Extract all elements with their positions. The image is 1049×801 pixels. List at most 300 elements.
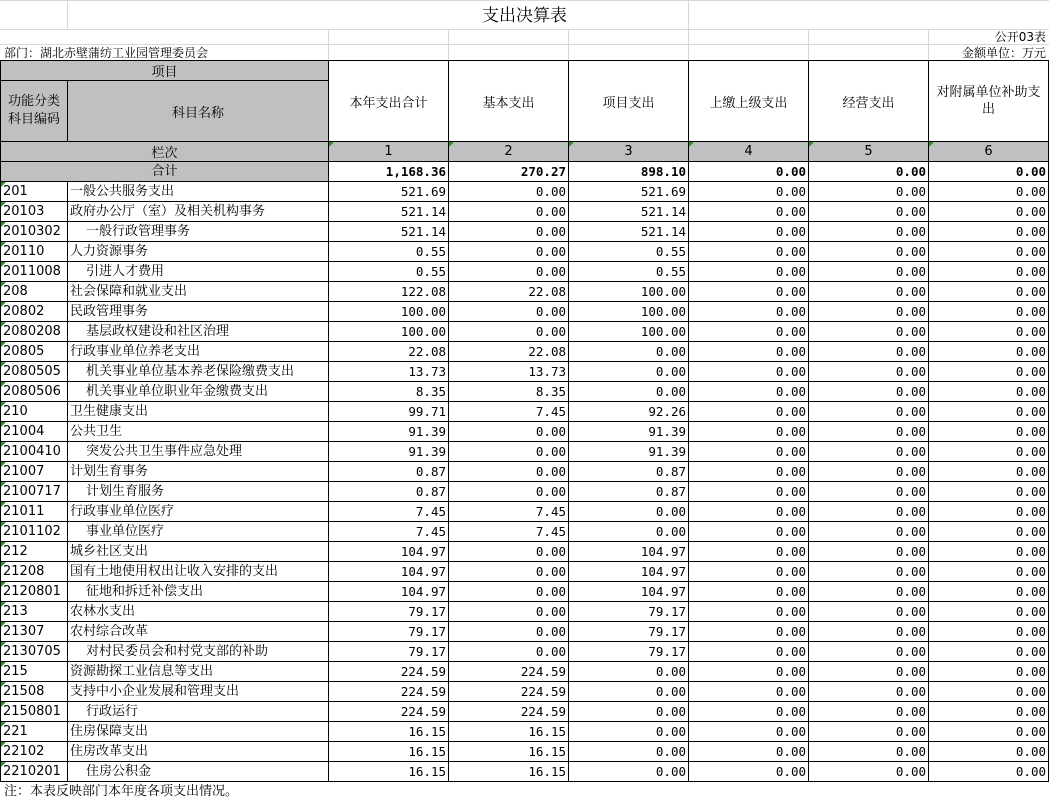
subject-name: 基层政权建设和社区治理 bbox=[68, 322, 329, 342]
amount-cell: 0.00 bbox=[569, 662, 689, 682]
amount-cell: 0.00 bbox=[929, 742, 1049, 762]
amount-cell: 0.00 bbox=[689, 542, 809, 562]
amount-cell: 0.00 bbox=[809, 722, 929, 742]
amount-cell: 8.35 bbox=[329, 382, 449, 402]
amount-cell: 0.00 bbox=[569, 742, 689, 762]
amount-cell: 0.00 bbox=[929, 462, 1049, 482]
amount-cell: 0.00 bbox=[929, 202, 1049, 222]
amount-cell: 79.17 bbox=[329, 642, 449, 662]
total-label: 合计 bbox=[1, 162, 329, 182]
total-value: 0.00 bbox=[929, 162, 1049, 182]
amount-cell: 0.00 bbox=[689, 262, 809, 282]
subject-name: 住房公积金 bbox=[68, 762, 329, 782]
table-row bbox=[1, 642, 1049, 662]
amount-cell: 0.00 bbox=[929, 362, 1049, 382]
amount-cell: 0.00 bbox=[809, 562, 929, 582]
amount-cell: 0.00 bbox=[689, 422, 809, 442]
subject-code: 2011008 bbox=[1, 262, 68, 282]
subject-name: 民政管理事务 bbox=[68, 302, 329, 322]
amount-cell: 224.59 bbox=[449, 682, 569, 702]
header-upper: 上缴上级支出 bbox=[689, 61, 809, 142]
amount-cell: 0.00 bbox=[689, 742, 809, 762]
amount-cell: 0.00 bbox=[689, 382, 809, 402]
subject-code: 20805 bbox=[1, 342, 68, 362]
amount-cell: 0.00 bbox=[929, 502, 1049, 522]
amount-cell: 0.00 bbox=[689, 682, 809, 702]
subject-name: 人力资源事务 bbox=[68, 242, 329, 262]
amount-cell: 0.00 bbox=[929, 322, 1049, 342]
subject-name: 资源勘探工业信息等支出 bbox=[68, 662, 329, 682]
amount-cell: 0.00 bbox=[449, 582, 569, 602]
amount-cell: 0.00 bbox=[569, 502, 689, 522]
amount-cell: 521.69 bbox=[329, 182, 449, 202]
amount-cell: 0.00 bbox=[569, 382, 689, 402]
amount-cell: 0.00 bbox=[449, 262, 569, 282]
amount-cell: 0.87 bbox=[569, 482, 689, 502]
header-business: 经营支出 bbox=[809, 61, 929, 142]
col-num: 3 bbox=[569, 142, 689, 162]
subject-code: 2101102 bbox=[1, 522, 68, 542]
table-row bbox=[1, 282, 1049, 302]
total-value: 0.00 bbox=[689, 162, 809, 182]
amount-cell: 0.00 bbox=[689, 222, 809, 242]
subject-code: 2100717 bbox=[1, 482, 68, 502]
table-row bbox=[1, 322, 1049, 342]
amount-cell: 0.00 bbox=[929, 602, 1049, 622]
subject-code: 20103 bbox=[1, 202, 68, 222]
subject-name: 行政运行 bbox=[68, 702, 329, 722]
subject-name: 一般公共服务支出 bbox=[68, 182, 329, 202]
amount-cell: 22.08 bbox=[329, 342, 449, 362]
amount-cell: 0.00 bbox=[569, 342, 689, 362]
amount-cell: 0.00 bbox=[929, 482, 1049, 502]
table-row bbox=[1, 342, 1049, 362]
subject-name: 征地和拆迁补偿支出 bbox=[68, 582, 329, 602]
subject-name: 农林水支出 bbox=[68, 602, 329, 622]
department-label: 部门：湖北赤壁蒲纺工业园管理委员会 bbox=[4, 46, 209, 60]
header-name: 科目名称 bbox=[68, 81, 329, 142]
amount-cell: 0.00 bbox=[809, 322, 929, 342]
subject-code: 2080505 bbox=[1, 362, 68, 382]
subject-name: 对村民委员会和村党支部的补助 bbox=[68, 642, 329, 662]
subject-code: 2010302 bbox=[1, 222, 68, 242]
subject-code: 221 bbox=[1, 722, 68, 742]
amount-cell: 224.59 bbox=[329, 682, 449, 702]
subject-name: 住房改革支出 bbox=[68, 742, 329, 762]
amount-cell: 0.00 bbox=[689, 402, 809, 422]
total-value: 270.27 bbox=[449, 162, 569, 182]
amount-cell: 16.15 bbox=[329, 762, 449, 782]
header-code: 功能分类科目编码 bbox=[1, 81, 68, 142]
amount-cell: 0.00 bbox=[809, 282, 929, 302]
amount-cell: 0.55 bbox=[569, 262, 689, 282]
amount-cell: 0.00 bbox=[929, 242, 1049, 262]
subject-name: 国有土地使用权出让收入安排的支出 bbox=[68, 562, 329, 582]
unit-label: 金额单位：万元 bbox=[961, 46, 1046, 60]
subject-name: 机关事业单位职业年金缴费支出 bbox=[68, 382, 329, 402]
amount-cell: 104.97 bbox=[329, 542, 449, 562]
amount-cell: 521.14 bbox=[329, 202, 449, 222]
subject-name: 事业单位医疗 bbox=[68, 522, 329, 542]
amount-cell: 16.15 bbox=[329, 722, 449, 742]
amount-cell: 0.00 bbox=[449, 302, 569, 322]
amount-cell: 0.00 bbox=[809, 702, 929, 722]
amount-cell: 0.00 bbox=[929, 442, 1049, 462]
subject-code: 21011 bbox=[1, 502, 68, 522]
amount-cell: 100.00 bbox=[569, 282, 689, 302]
amount-cell: 7.45 bbox=[329, 522, 449, 542]
amount-cell: 100.00 bbox=[329, 322, 449, 342]
amount-cell: 0.00 bbox=[449, 562, 569, 582]
amount-cell: 0.00 bbox=[689, 502, 809, 522]
amount-cell: 0.00 bbox=[929, 262, 1049, 282]
amount-cell: 0.00 bbox=[809, 482, 929, 502]
table-row bbox=[1, 602, 1049, 622]
subject-code: 21007 bbox=[1, 462, 68, 482]
subject-name: 突发公共卫生事件应急处理 bbox=[68, 442, 329, 462]
amount-cell: 224.59 bbox=[329, 702, 449, 722]
table-row bbox=[1, 542, 1049, 562]
subject-code: 213 bbox=[1, 602, 68, 622]
amount-cell: 13.73 bbox=[329, 362, 449, 382]
amount-cell: 79.17 bbox=[329, 602, 449, 622]
amount-cell: 0.00 bbox=[449, 602, 569, 622]
amount-cell: 92.26 bbox=[569, 402, 689, 422]
subject-name: 政府办公厅（室）及相关机构事务 bbox=[68, 202, 329, 222]
amount-cell: 0.00 bbox=[809, 302, 929, 322]
amount-cell: 0.00 bbox=[449, 322, 569, 342]
amount-cell: 521.14 bbox=[569, 222, 689, 242]
table-row bbox=[1, 442, 1049, 462]
subject-code: 210 bbox=[1, 402, 68, 422]
subject-code: 21508 bbox=[1, 682, 68, 702]
amount-cell: 521.14 bbox=[569, 202, 689, 222]
amount-cell: 0.00 bbox=[929, 702, 1049, 722]
table-row bbox=[1, 402, 1049, 422]
amount-cell: 0.00 bbox=[809, 182, 929, 202]
amount-cell: 0.00 bbox=[809, 242, 929, 262]
subject-name: 一般行政管理事务 bbox=[68, 222, 329, 242]
amount-cell: 0.00 bbox=[689, 642, 809, 662]
amount-cell: 0.55 bbox=[329, 262, 449, 282]
subject-name: 引进人才费用 bbox=[68, 262, 329, 282]
amount-cell: 122.08 bbox=[329, 282, 449, 302]
table-row bbox=[1, 202, 1049, 222]
header-basic: 基本支出 bbox=[449, 61, 569, 142]
amount-cell: 0.00 bbox=[689, 442, 809, 462]
amount-cell: 521.69 bbox=[569, 182, 689, 202]
amount-cell: 0.00 bbox=[929, 562, 1049, 582]
col-num: 2 bbox=[449, 142, 569, 162]
amount-cell: 0.00 bbox=[809, 382, 929, 402]
form-id: 公开03表 bbox=[994, 30, 1046, 44]
col-num: 6 bbox=[929, 142, 1049, 162]
subject-name: 行政事业单位医疗 bbox=[68, 502, 329, 522]
amount-cell: 22.08 bbox=[449, 282, 569, 302]
subject-code: 215 bbox=[1, 662, 68, 682]
amount-cell: 0.00 bbox=[929, 282, 1049, 302]
amount-cell: 100.00 bbox=[329, 302, 449, 322]
amount-cell: 0.00 bbox=[809, 222, 929, 242]
amount-cell: 224.59 bbox=[329, 662, 449, 682]
amount-cell: 0.00 bbox=[689, 522, 809, 542]
amount-cell: 0.00 bbox=[689, 762, 809, 782]
amount-cell: 0.00 bbox=[689, 462, 809, 482]
amount-cell: 0.00 bbox=[809, 442, 929, 462]
amount-cell: 0.00 bbox=[809, 662, 929, 682]
subject-code: 2080208 bbox=[1, 322, 68, 342]
amount-cell: 0.00 bbox=[929, 522, 1049, 542]
amount-cell: 0.00 bbox=[449, 542, 569, 562]
amount-cell: 0.00 bbox=[809, 462, 929, 482]
amount-cell: 0.00 bbox=[689, 582, 809, 602]
amount-cell: 79.17 bbox=[569, 602, 689, 622]
amount-cell: 0.00 bbox=[449, 642, 569, 662]
amount-cell: 100.00 bbox=[569, 302, 689, 322]
amount-cell: 0.00 bbox=[809, 642, 929, 662]
subject-code: 2210201 bbox=[1, 762, 68, 782]
subject-code: 2150801 bbox=[1, 702, 68, 722]
amount-cell: 79.17 bbox=[329, 622, 449, 642]
amount-cell: 0.00 bbox=[929, 642, 1049, 662]
amount-cell: 16.15 bbox=[329, 742, 449, 762]
amount-cell: 0.00 bbox=[929, 422, 1049, 442]
row-label: 栏次 bbox=[1, 142, 329, 162]
subject-name: 计划生育服务 bbox=[68, 482, 329, 502]
table-row bbox=[1, 742, 1049, 762]
subject-code: 21208 bbox=[1, 562, 68, 582]
amount-cell: 99.71 bbox=[329, 402, 449, 422]
amount-cell: 0.00 bbox=[929, 682, 1049, 702]
amount-cell: 0.00 bbox=[689, 482, 809, 502]
amount-cell: 0.00 bbox=[809, 602, 929, 622]
total-value: 898.10 bbox=[569, 162, 689, 182]
table-row bbox=[1, 222, 1049, 242]
amount-cell: 0.00 bbox=[929, 302, 1049, 322]
amount-cell: 0.00 bbox=[569, 722, 689, 742]
table-row bbox=[1, 562, 1049, 582]
amount-cell: 0.00 bbox=[929, 722, 1049, 742]
footnote: 注：本表反映部门本年度各项支出情况。 bbox=[4, 784, 239, 799]
subject-name: 机关事业单位基本养老保险缴费支出 bbox=[68, 362, 329, 382]
amount-cell: 0.00 bbox=[929, 622, 1049, 642]
total-value: 1,168.36 bbox=[329, 162, 449, 182]
amount-cell: 0.00 bbox=[449, 202, 569, 222]
subject-code: 20802 bbox=[1, 302, 68, 322]
amount-cell: 7.45 bbox=[449, 402, 569, 422]
amount-cell: 0.00 bbox=[809, 202, 929, 222]
expenditure-table bbox=[0, 60, 1049, 782]
table-row bbox=[1, 382, 1049, 402]
subject-name: 支持中小企业发展和管理支出 bbox=[68, 682, 329, 702]
amount-cell: 104.97 bbox=[569, 582, 689, 602]
table-row bbox=[1, 682, 1049, 702]
amount-cell: 0.00 bbox=[689, 662, 809, 682]
amount-cell: 0.00 bbox=[689, 702, 809, 722]
amount-cell: 0.00 bbox=[449, 462, 569, 482]
table-row bbox=[1, 482, 1049, 502]
amount-cell: 91.39 bbox=[569, 442, 689, 462]
amount-cell: 0.00 bbox=[689, 562, 809, 582]
table-row bbox=[1, 422, 1049, 442]
subject-code: 201 bbox=[1, 182, 68, 202]
amount-cell: 0.00 bbox=[569, 362, 689, 382]
amount-cell: 0.00 bbox=[809, 342, 929, 362]
subject-code: 21004 bbox=[1, 422, 68, 442]
amount-cell: 0.87 bbox=[569, 462, 689, 482]
amount-cell: 0.00 bbox=[929, 342, 1049, 362]
table-row bbox=[1, 702, 1049, 722]
amount-cell: 91.39 bbox=[329, 422, 449, 442]
amount-cell: 0.00 bbox=[929, 222, 1049, 242]
amount-cell: 91.39 bbox=[329, 442, 449, 462]
header-total: 本年支出合计 bbox=[329, 61, 449, 142]
header-item: 项目 bbox=[1, 61, 329, 81]
amount-cell: 0.00 bbox=[809, 522, 929, 542]
subject-name: 行政事业单位养老支出 bbox=[68, 342, 329, 362]
page-title: 支出决算表 bbox=[482, 6, 567, 26]
table-row bbox=[1, 522, 1049, 542]
subject-code: 2130705 bbox=[1, 642, 68, 662]
amount-cell: 0.00 bbox=[689, 202, 809, 222]
amount-cell: 0.55 bbox=[329, 242, 449, 262]
table-row bbox=[1, 362, 1049, 382]
amount-cell: 0.00 bbox=[569, 762, 689, 782]
amount-cell: 7.45 bbox=[449, 522, 569, 542]
total-value: 0.00 bbox=[809, 162, 929, 182]
amount-cell: 0.00 bbox=[809, 542, 929, 562]
table-row bbox=[1, 662, 1049, 682]
amount-cell: 0.00 bbox=[569, 702, 689, 722]
subject-code: 2080506 bbox=[1, 382, 68, 402]
amount-cell: 0.00 bbox=[809, 762, 929, 782]
amount-cell: 521.14 bbox=[329, 222, 449, 242]
subject-code: 212 bbox=[1, 542, 68, 562]
table-row bbox=[1, 242, 1049, 262]
amount-cell: 22.08 bbox=[449, 342, 569, 362]
amount-cell: 0.00 bbox=[449, 242, 569, 262]
amount-cell: 0.00 bbox=[809, 402, 929, 422]
subject-code: 20110 bbox=[1, 242, 68, 262]
subject-name: 计划生育事务 bbox=[68, 462, 329, 482]
subject-name: 卫生健康支出 bbox=[68, 402, 329, 422]
amount-cell: 104.97 bbox=[569, 542, 689, 562]
amount-cell: 0.00 bbox=[929, 762, 1049, 782]
amount-cell: 8.35 bbox=[449, 382, 569, 402]
amount-cell: 0.00 bbox=[809, 362, 929, 382]
amount-cell: 0.00 bbox=[809, 262, 929, 282]
table-row bbox=[1, 302, 1049, 322]
table-row bbox=[1, 262, 1049, 282]
amount-cell: 104.97 bbox=[329, 582, 449, 602]
table-row bbox=[1, 722, 1049, 742]
amount-cell: 0.00 bbox=[689, 242, 809, 262]
amount-cell: 0.00 bbox=[449, 622, 569, 642]
amount-cell: 0.00 bbox=[929, 582, 1049, 602]
amount-cell: 0.00 bbox=[689, 182, 809, 202]
amount-cell: 0.00 bbox=[689, 722, 809, 742]
amount-cell: 224.59 bbox=[449, 702, 569, 722]
amount-cell: 104.97 bbox=[569, 562, 689, 582]
amount-cell: 79.17 bbox=[569, 642, 689, 662]
amount-cell: 7.45 bbox=[449, 502, 569, 522]
col-num: 1 bbox=[329, 142, 449, 162]
amount-cell: 0.87 bbox=[329, 462, 449, 482]
amount-cell: 0.00 bbox=[569, 522, 689, 542]
amount-cell: 0.00 bbox=[809, 742, 929, 762]
subject-name: 社会保障和就业支出 bbox=[68, 282, 329, 302]
subject-name: 城乡社区支出 bbox=[68, 542, 329, 562]
col-num: 4 bbox=[689, 142, 809, 162]
table-row bbox=[1, 762, 1049, 782]
amount-cell: 224.59 bbox=[449, 662, 569, 682]
table-row bbox=[1, 462, 1049, 482]
amount-cell: 104.97 bbox=[329, 562, 449, 582]
col-num: 5 bbox=[809, 142, 929, 162]
amount-cell: 0.00 bbox=[689, 622, 809, 642]
amount-cell: 16.15 bbox=[449, 742, 569, 762]
amount-cell: 0.00 bbox=[689, 602, 809, 622]
subject-name: 公共卫生 bbox=[68, 422, 329, 442]
amount-cell: 0.00 bbox=[689, 322, 809, 342]
subject-name: 农村综合改革 bbox=[68, 622, 329, 642]
amount-cell: 0.00 bbox=[689, 302, 809, 322]
amount-cell: 0.00 bbox=[689, 282, 809, 302]
amount-cell: 0.00 bbox=[449, 182, 569, 202]
amount-cell: 13.73 bbox=[449, 362, 569, 382]
amount-cell: 79.17 bbox=[569, 622, 689, 642]
table-row bbox=[1, 502, 1049, 522]
amount-cell: 0.00 bbox=[929, 382, 1049, 402]
amount-cell: 0.00 bbox=[449, 222, 569, 242]
header-project: 项目支出 bbox=[569, 61, 689, 142]
table-row bbox=[1, 582, 1049, 602]
subject-code: 2100410 bbox=[1, 442, 68, 462]
subject-name: 住房保障支出 bbox=[68, 722, 329, 742]
subject-code: 21307 bbox=[1, 622, 68, 642]
amount-cell: 7.45 bbox=[329, 502, 449, 522]
amount-cell: 16.15 bbox=[449, 722, 569, 742]
amount-cell: 0.55 bbox=[569, 242, 689, 262]
amount-cell: 0.00 bbox=[809, 622, 929, 642]
amount-cell: 0.00 bbox=[689, 342, 809, 362]
header-subsidy: 对附属单位补助支出 bbox=[929, 61, 1049, 142]
table-row bbox=[1, 622, 1049, 642]
amount-cell: 0.00 bbox=[449, 482, 569, 502]
amount-cell: 0.00 bbox=[929, 182, 1049, 202]
amount-cell: 0.00 bbox=[929, 662, 1049, 682]
total-row bbox=[1, 162, 1049, 182]
amount-cell: 0.00 bbox=[689, 362, 809, 382]
amount-cell: 100.00 bbox=[569, 322, 689, 342]
subject-code: 208 bbox=[1, 282, 68, 302]
amount-cell: 0.00 bbox=[809, 582, 929, 602]
table-row bbox=[1, 182, 1049, 202]
amount-cell: 0.00 bbox=[809, 422, 929, 442]
amount-cell: 91.39 bbox=[569, 422, 689, 442]
subject-code: 2120801 bbox=[1, 582, 68, 602]
amount-cell: 16.15 bbox=[449, 762, 569, 782]
amount-cell: 0.00 bbox=[929, 402, 1049, 422]
amount-cell: 0.00 bbox=[809, 682, 929, 702]
amount-cell: 0.00 bbox=[809, 502, 929, 522]
amount-cell: 0.00 bbox=[569, 682, 689, 702]
amount-cell: 0.87 bbox=[329, 482, 449, 502]
amount-cell: 0.00 bbox=[449, 442, 569, 462]
subject-code: 22102 bbox=[1, 742, 68, 762]
amount-cell: 0.00 bbox=[929, 542, 1049, 562]
amount-cell: 0.00 bbox=[449, 422, 569, 442]
